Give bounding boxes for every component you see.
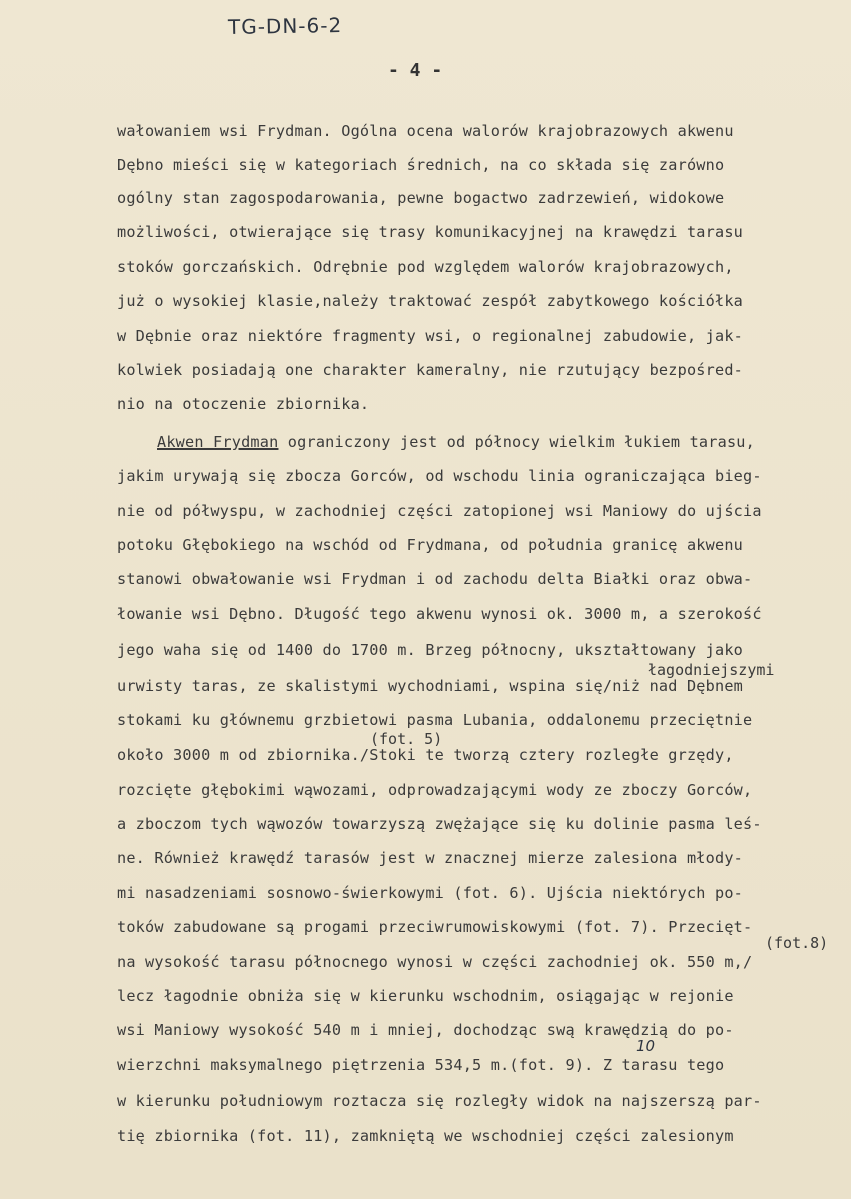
text-line: możliwości, otwierające się trasy komunikacyjnej na krawędzi tarasu <box>117 223 744 241</box>
text-line: toków zabudowane są progami przeciwrumowiskowymi (fot. 7). Przecięt- <box>117 918 753 936</box>
text-line: w Dębnie oraz niektóre fragmenty wsi, o regionalnej zabudowie, jak- <box>117 327 744 345</box>
text-line: już o wysokiej klasie,należy traktować zespół zabytkowego kościółka <box>117 292 744 310</box>
text-line: stokami ku głównemu grzbietowi pasma Lubania, oddalonemu przeciętnie <box>117 711 753 729</box>
text-line: łowanie wsi Dębno. Długość tego akwenu wynosi ok. 3000 m, a szerokość <box>117 605 762 623</box>
pen-correction: 10 <box>636 1037 656 1055</box>
text-line: kolwiek posiadają one charakter kameralny, nie rzutujący bezpośred- <box>117 361 744 379</box>
text-line: nio na otoczenie zbiornika. <box>117 395 370 413</box>
text-line: tię zbiornika (fot. 11), zamkniętą we wschodniej części zalesionym <box>117 1127 734 1145</box>
text-line: mi nasadzeniami sosnowo-świerkowymi (fot. 6). Ujścia niektórych po- <box>117 884 744 902</box>
text-line: ne. Również krawędź tarasów jest w znacznej mierze zalesiona młody- <box>117 849 744 867</box>
page-number: - 4 - <box>388 60 443 81</box>
text-line: wsi Maniowy wysokość 540 m i mniej, dochodząc swą krawędzią do po- <box>117 1021 734 1039</box>
text-line: stoków gorczańskich. Odrębnie pod względem walorów krajobrazowych, <box>117 258 734 276</box>
text-line: jakim urywają się zbocza Gorców, od wschodu linia ograniczająca bieg- <box>117 467 762 485</box>
text-line: ogólny stan zagospodarowania, pewne bogactwo zadrzewień, widokowe <box>117 189 725 207</box>
text-line: wałowaniem wsi Frydman. Ogólna ocena walorów krajobrazowych akwenu <box>117 122 734 140</box>
text-line: około 3000 m od zbiornika./Stoki te tworzą cztery rozległe grzędy, <box>117 746 734 764</box>
reference-code: TG-DN-6-2 <box>227 13 343 39</box>
text-line: stanowi obwałowanie wsi Frydman i od zachodu delta Białki oraz obwa- <box>117 570 753 588</box>
text-line: nie od półwyspu, w zachodniej części zatopionej wsi Maniowy do ujścia <box>117 502 762 520</box>
text-line: potoku Głębokiego na wschód od Frydmana, od południa granicę akwenu <box>117 536 744 554</box>
text-line: na wysokość tarasu północnego wynosi w części zachodniej ok. 550 m,/ <box>117 953 753 971</box>
paragraph-start-line <box>157 433 755 451</box>
underlined-name: Akwen Frydman <box>157 433 279 451</box>
text-line: jego waha się od 1400 do 1700 m. Brzeg północny, ukształtowany jako <box>117 641 744 659</box>
text-line: Dębno mieści się w kategoriach średnich, na co składa się zarówno <box>117 156 725 174</box>
text-line: w kierunku południowym roztacza się rozległy widok na najszerszą par- <box>117 1092 762 1110</box>
text-line: rozcięte głębokimi wąwozami, odprowadzającymi wody ze zboczy Gorców, <box>117 781 753 799</box>
text-line: wierzchni maksymalnego piętrzenia 534,5 m.(fot. 9). Z tarasu tego <box>117 1056 725 1074</box>
text-line: urwisty taras, ze skalistymi wychodniami, wspina się/niż nad Dębnem <box>117 677 744 695</box>
inserted-word: łagodniejszymi <box>648 661 775 679</box>
inserted-reference: (fot. 5) <box>370 730 443 748</box>
line-remainder: ograniczony jest od północy wielkim łukiem tarasu, <box>278 433 755 451</box>
inserted-reference: (fot.8) <box>765 934 829 952</box>
text-line: lecz łagodnie obniża się w kierunku wschodnim, osiągając w rejonie <box>117 987 734 1005</box>
text-line: a zboczom tych wąwozów towarzyszą zwężające się ku dolinie pasma leś- <box>117 815 762 833</box>
